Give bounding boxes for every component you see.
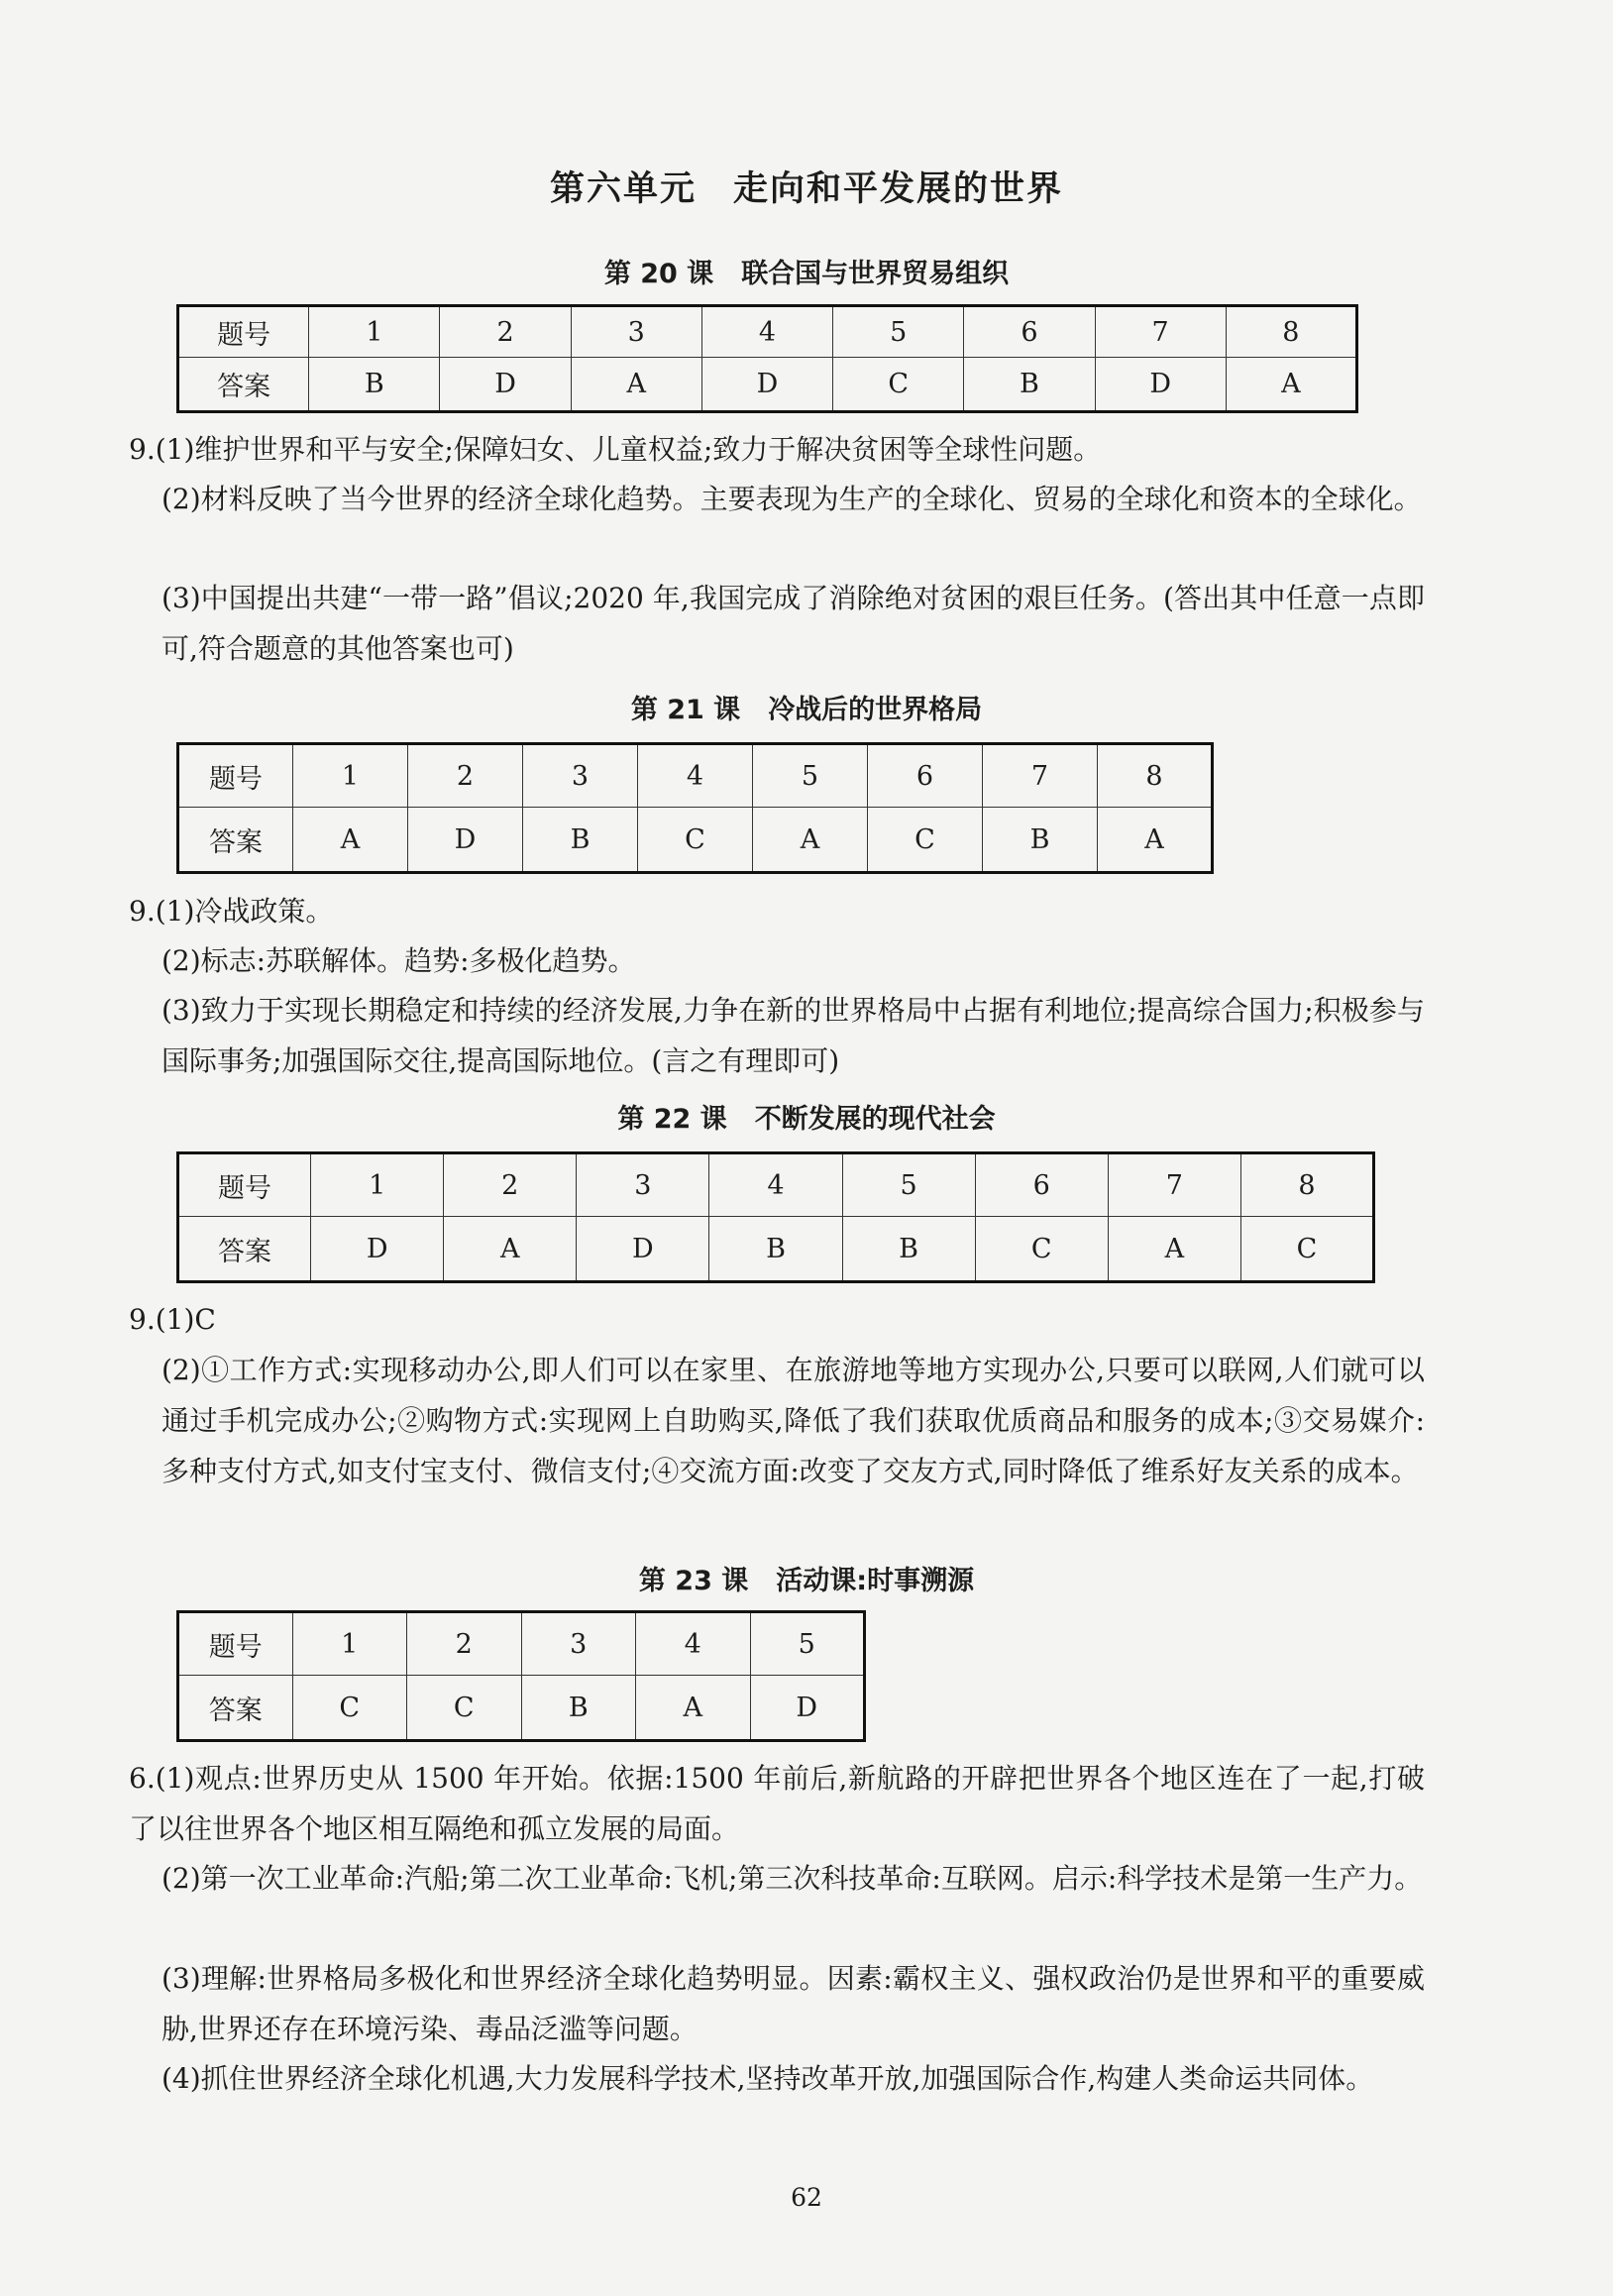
question-number: 3 (523, 744, 638, 808)
question-number: 6 (964, 306, 1095, 358)
answer-cell: D (311, 1217, 444, 1282)
row-label: 答案 (178, 1217, 311, 1282)
answer-paragraph: (2)标志:苏联解体。趋势:多极化趋势。 (161, 944, 636, 977)
question-number: 4 (636, 1612, 751, 1676)
answer-cell: B (309, 358, 440, 412)
question-number: 8 (1240, 1153, 1373, 1217)
question-number: 8 (1098, 744, 1213, 808)
answer-cell: D (701, 358, 832, 412)
answer-paragraph: (3)中国提出共建“一带一路”倡议;2020 年,我国完成了消除绝对贫困的艰巨任务。(答出其中任意一点即可,符合题意的其他答案也可) (161, 582, 1425, 665)
lesson-23-answer-table (176, 1610, 866, 1742)
question-number-row (178, 1153, 1374, 1217)
answer-row (178, 358, 1357, 412)
answer-cell: A (753, 808, 868, 873)
row-label: 题号 (178, 1612, 293, 1676)
answer-cell: C (868, 808, 983, 873)
question-number: 7 (983, 744, 1098, 808)
answer-row (178, 1217, 1374, 1282)
answer-cell: C (975, 1217, 1108, 1282)
lesson-21-answer-table (176, 742, 1214, 874)
answer-cell: D (1095, 358, 1226, 412)
lesson-20-title (0, 252, 1613, 290)
page-number: 62 (791, 2183, 822, 2212)
question-number: 1 (309, 306, 440, 358)
question-number: 5 (842, 1153, 975, 1217)
lesson-name: 冷战后的世界格局 (768, 695, 983, 725)
question-number: 2 (408, 744, 523, 808)
answer-paragraph: (3)致力于实现长期稳定和持续的经济发展,力争在新的世界格局中占据有利地位;提高综合国力;积极参与国际事务;加强国际交往,提高国际地位。(言之有理即可) (161, 994, 1425, 1077)
answer-cell: A (1108, 1217, 1240, 1282)
lesson-21-title (0, 688, 1613, 726)
question-number: 8 (1226, 306, 1356, 358)
answer-cell: C (1240, 1217, 1373, 1282)
answer-paragraph: (2)材料反映了当今世界的经济全球化趋势。主要表现为生产的全球化、贸易的全球化和资本的全球化。 (161, 483, 1422, 515)
question-number: 7 (1108, 1153, 1240, 1217)
row-label: 答案 (178, 1676, 293, 1741)
lesson-number: 第 20 课 (603, 259, 714, 289)
question-number: 1 (311, 1153, 444, 1217)
question-number: 4 (638, 744, 753, 808)
answer-cell: B (523, 808, 638, 873)
answer-cell: B (521, 1676, 636, 1741)
lesson-20-answer-table (176, 304, 1358, 413)
lesson-name: 联合国与世界贸易组织 (741, 259, 1010, 289)
answer-paragraph: 9.(1)C (129, 1303, 216, 1336)
question-number: 5 (833, 306, 964, 358)
answer-paragraph: 9.(1)维护世界和平与安全;保障妇女、儿童权益;致力于解决贫困等全球性问题。 (129, 433, 1102, 466)
answer-cell: A (444, 1217, 577, 1282)
question-number: 3 (577, 1153, 709, 1217)
answer-row (178, 1676, 865, 1741)
answer-cell: A (1098, 808, 1213, 873)
question-number: 4 (709, 1153, 842, 1217)
row-label: 题号 (178, 1153, 311, 1217)
unit-title: 第六单元 走向和平发展的世界 (549, 169, 1063, 209)
answer-paragraph: (2)第一次工业革命:汽船;第二次工业革命:飞机;第三次科技革命:互联网。启示:科学技术是第一生产力。 (161, 1862, 1423, 1895)
lesson-23-title (0, 1559, 1613, 1597)
question-number: 1 (292, 1612, 407, 1676)
question-number: 2 (440, 306, 571, 358)
question-number: 3 (571, 306, 701, 358)
lesson-22-answer-table (176, 1151, 1375, 1283)
lesson-22-title (0, 1097, 1613, 1136)
answer-cell: A (571, 358, 701, 412)
answer-cell: D (440, 358, 571, 412)
question-number-row (178, 1612, 865, 1676)
lesson-name: 不断发展的现代社会 (754, 1104, 996, 1135)
row-label: 答案 (178, 358, 309, 412)
question-number: 6 (868, 744, 983, 808)
question-number: 2 (444, 1153, 577, 1217)
question-number-row (178, 744, 1213, 808)
answer-cell: B (842, 1217, 975, 1282)
question-number: 3 (521, 1612, 636, 1676)
answer-paragraph: 6.(1)观点:世界历史从 1500 年开始。依据:1500 年前后,新航路的开辟把世界各个地区连在了一起,打破了以往世界各个地区相互隔绝和孤立发展的局面。 (129, 1762, 1425, 1845)
question-number: 6 (975, 1153, 1108, 1217)
row-label: 题号 (178, 744, 293, 808)
answer-paragraph: (4)抓住世界经济全球化机遇,大力发展科学技术,坚持改革开放,加强国际合作,构建人类命运共同体。 (161, 2062, 1374, 2095)
question-number-row (178, 306, 1357, 358)
answer-cell: D (408, 808, 523, 873)
answer-cell: B (983, 808, 1098, 873)
lesson-number: 第 21 课 (630, 695, 741, 725)
answer-row (178, 808, 1213, 873)
answer-paragraph: (3)理解:世界格局多极化和世界经济全球化趋势明显。因素:霸权主义、强权政治仍是世界和平的重要威胁,世界还存在环境污染、毒品泛滥等问题。 (161, 1962, 1425, 2045)
question-number: 1 (293, 744, 408, 808)
answer-cell: A (293, 808, 408, 873)
answer-cell: C (638, 808, 753, 873)
question-number: 4 (701, 306, 832, 358)
question-number: 2 (407, 1612, 522, 1676)
question-number: 5 (753, 744, 868, 808)
answer-cell: D (750, 1676, 865, 1741)
lesson-number: 第 23 课 (638, 1566, 749, 1596)
lesson-name: 活动课:时事溯源 (776, 1566, 975, 1596)
row-label: 答案 (178, 808, 293, 873)
row-label: 题号 (178, 306, 309, 358)
answer-paragraph: (2)①工作方式:实现移动办公,即人们可以在家里、在旅游地等地方实现办公,只要可以联网,人们就可以通过手机完成办公;②购物方式:实现网上自助购买,降低了我们获取优质商品和服务的成本;③交易媒介:多种支付方式,如支付宝支付、微信支付;④交流方面:改变了交友方式,同时降低了维系好友关系的成本。 (161, 1354, 1425, 1487)
answer-cell: C (833, 358, 964, 412)
answer-cell: A (636, 1676, 751, 1741)
answer-cell: C (407, 1676, 522, 1741)
question-number: 5 (750, 1612, 865, 1676)
answer-cell: A (1226, 358, 1356, 412)
lesson-number: 第 22 课 (617, 1104, 727, 1135)
answer-cell: B (964, 358, 1095, 412)
answer-cell: B (709, 1217, 842, 1282)
answer-cell: C (292, 1676, 407, 1741)
answer-paragraph: 9.(1)冷战政策。 (129, 895, 334, 928)
answer-cell: D (577, 1217, 709, 1282)
question-number: 7 (1095, 306, 1226, 358)
